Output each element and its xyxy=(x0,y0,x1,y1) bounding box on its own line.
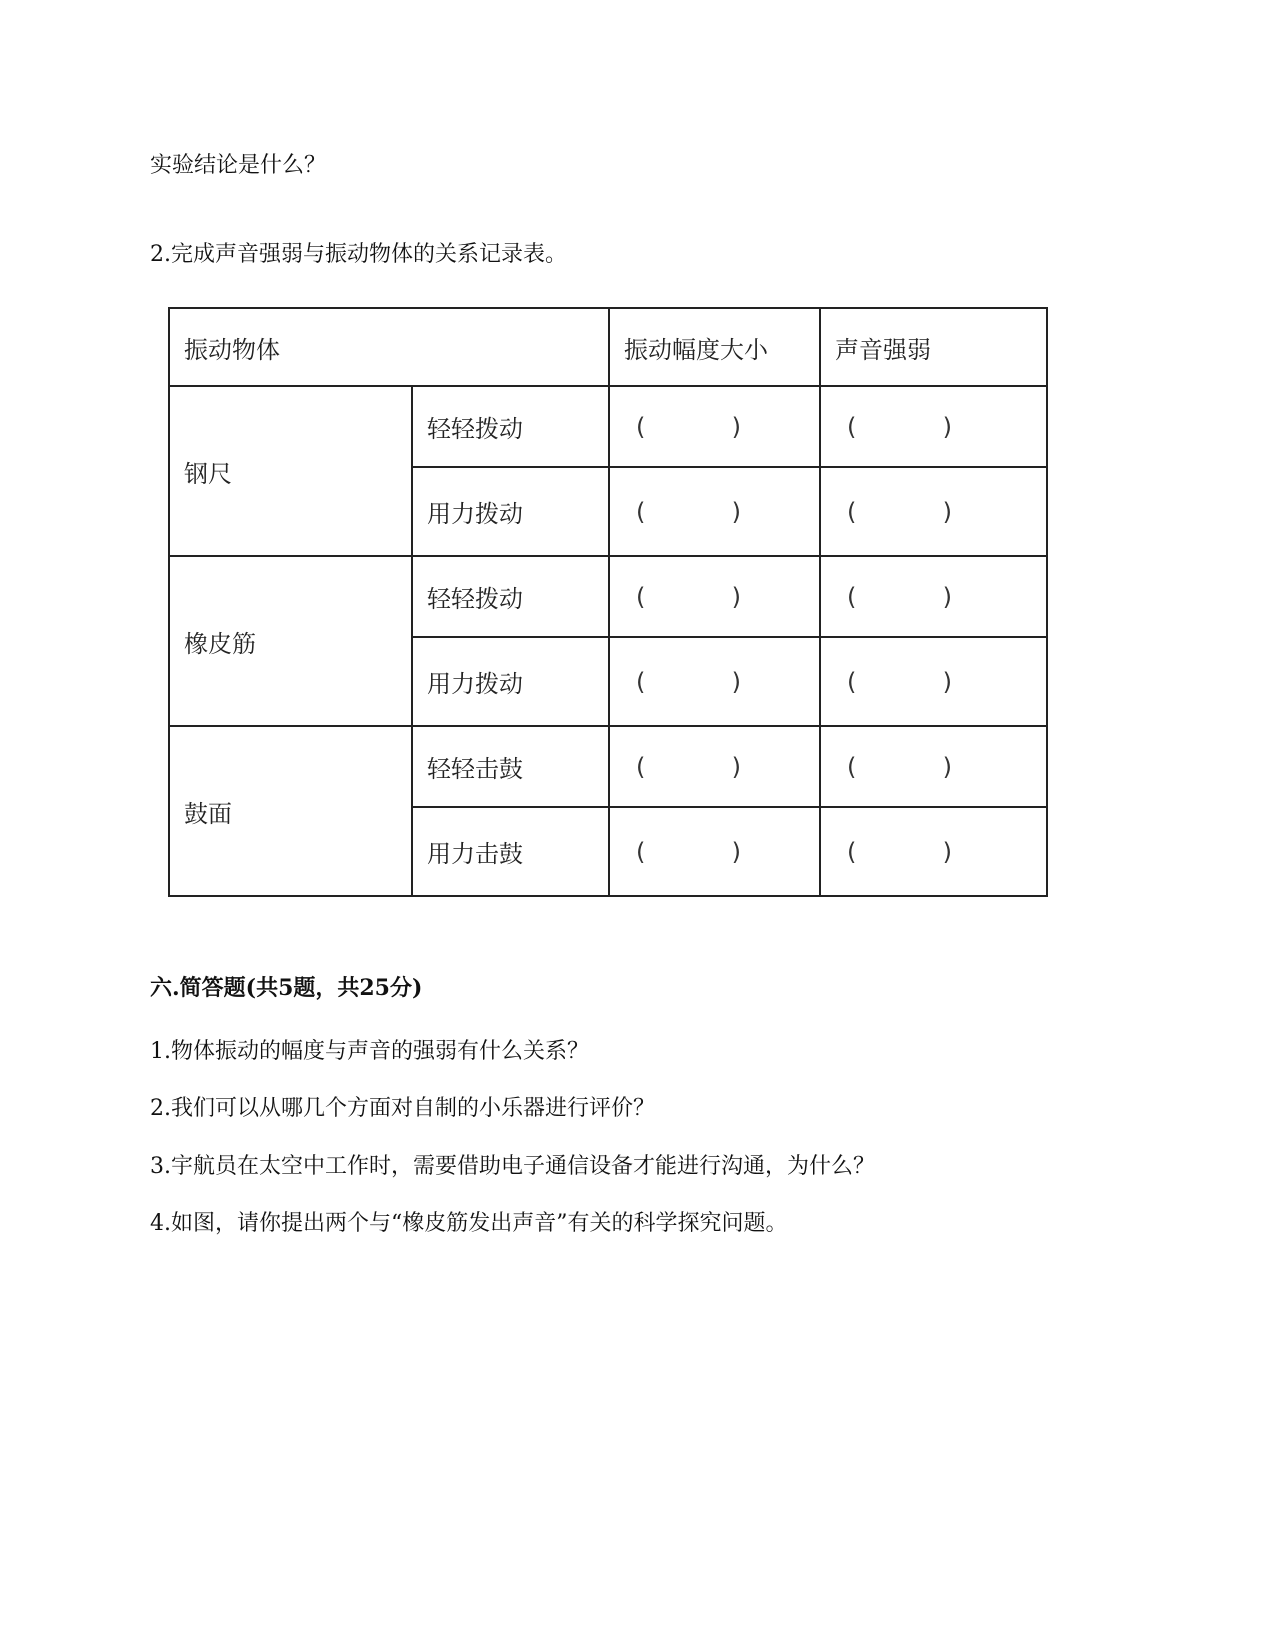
amplitude-answer-blank xyxy=(609,467,820,556)
close-paren: ) xyxy=(942,582,952,611)
short-answer-question-1: 1.物体振动的幅度与声音的强弱有什么关系？ xyxy=(150,1039,589,1064)
amplitude-answer-blank xyxy=(609,726,820,807)
short-answer-question-2: 2.我们可以从哪几个方面对自制的小乐器进行评价？ xyxy=(150,1096,655,1121)
amplitude-answer-blank xyxy=(609,807,820,896)
question-2-prompt: 2.完成声音强弱与振动物体的关系记录表。 xyxy=(150,242,567,267)
header-loudness: 声音强弱 xyxy=(820,308,1047,386)
open-paren: ( xyxy=(847,582,857,611)
loudness-answer-blank xyxy=(820,556,1047,637)
object-cell-steel-ruler: 钢尺 xyxy=(169,386,412,556)
close-paren: ) xyxy=(731,837,741,866)
section-6-title: 六.简答题(共5题，共25分) xyxy=(150,975,423,1001)
amplitude-answer-blank xyxy=(609,556,820,637)
vibration-loudness-table xyxy=(168,307,1048,897)
loudness-answer-blank xyxy=(820,386,1047,467)
amplitude-answer-blank xyxy=(609,386,820,467)
open-paren: ( xyxy=(636,667,646,696)
loudness-answer-blank xyxy=(820,467,1047,556)
open-paren: ( xyxy=(636,497,646,526)
action-cell: 轻轻拨动 xyxy=(412,386,609,467)
loudness-answer-blank xyxy=(820,807,1047,896)
close-paren: ) xyxy=(731,752,741,781)
close-paren: ) xyxy=(731,412,741,441)
open-paren: ( xyxy=(847,837,857,866)
open-paren: ( xyxy=(636,582,646,611)
close-paren: ) xyxy=(731,667,741,696)
open-paren: ( xyxy=(636,412,646,441)
close-paren: ) xyxy=(942,837,952,866)
table-header-row xyxy=(169,308,1047,386)
action-cell: 用力击鼓 xyxy=(412,807,609,896)
action-cell: 轻轻击鼓 xyxy=(412,726,609,807)
close-paren: ) xyxy=(942,412,952,441)
object-cell-drumhead: 鼓面 xyxy=(169,726,412,896)
open-paren: ( xyxy=(847,667,857,696)
close-paren: ) xyxy=(731,497,741,526)
open-paren: ( xyxy=(847,497,857,526)
loudness-answer-blank xyxy=(820,726,1047,807)
action-cell: 轻轻拨动 xyxy=(412,556,609,637)
action-cell: 用力拨动 xyxy=(412,637,609,726)
open-paren: ( xyxy=(636,752,646,781)
close-paren: ) xyxy=(942,497,952,526)
table-row xyxy=(169,386,1047,467)
conclusion-question: 实验结论是什么？ xyxy=(150,153,327,178)
short-answer-question-4: 4.如图，请你提出两个与“橡皮筋发出声音”有关的科学探究问题。 xyxy=(150,1211,788,1236)
open-paren: ( xyxy=(636,837,646,866)
close-paren: ) xyxy=(942,667,952,696)
header-vibrating-object: 振动物体 xyxy=(169,308,609,386)
table-row xyxy=(169,726,1047,807)
close-paren: ) xyxy=(942,752,952,781)
loudness-answer-blank xyxy=(820,637,1047,726)
header-amplitude: 振动幅度大小 xyxy=(609,308,820,386)
open-paren: ( xyxy=(847,752,857,781)
action-cell: 用力拨动 xyxy=(412,467,609,556)
open-paren: ( xyxy=(847,412,857,441)
close-paren: ) xyxy=(731,582,741,611)
short-answer-question-3: 3.宇航员在太空中工作时，需要借助电子通信设备才能进行沟通，为什么？ xyxy=(150,1154,875,1179)
object-cell-rubber-band: 橡皮筋 xyxy=(169,556,412,726)
table-row xyxy=(169,556,1047,637)
amplitude-answer-blank xyxy=(609,637,820,726)
